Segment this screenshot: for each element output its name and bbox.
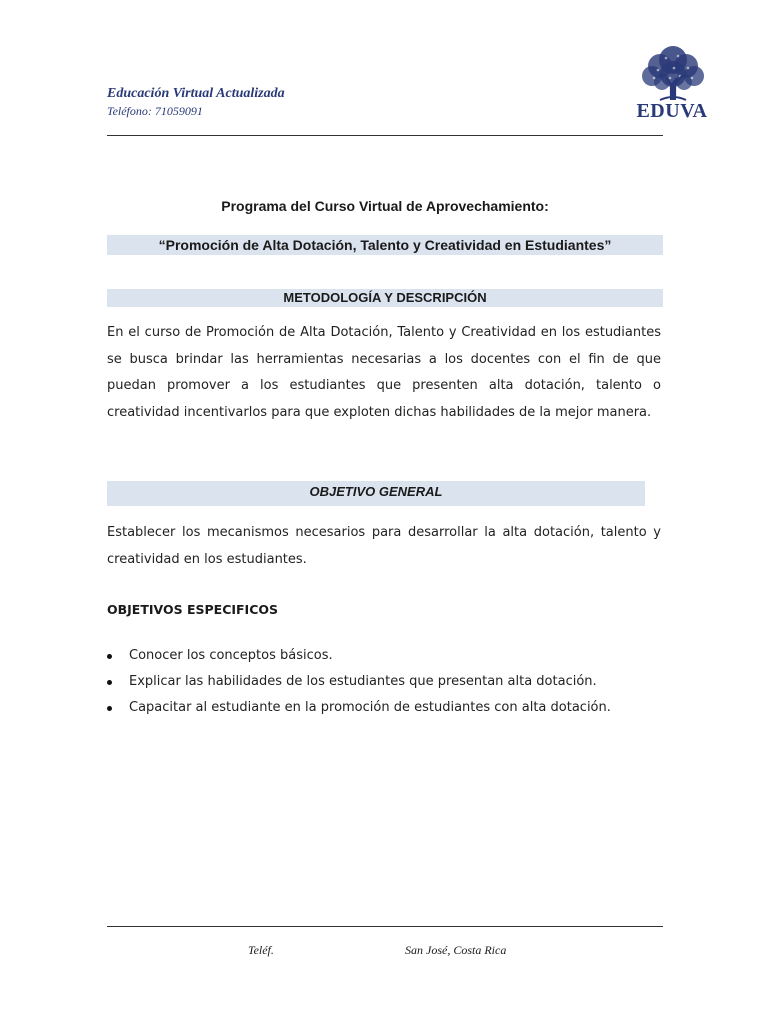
header-divider xyxy=(107,135,663,136)
footer-phone-label: Teléf. xyxy=(248,943,274,957)
methodology-heading: METODOLOGÍA Y DESCRIPCIÓN xyxy=(107,289,663,307)
list-item xyxy=(107,695,663,721)
list-item xyxy=(107,669,663,695)
program-title: Programa del Curso Virtual de Aprovechamiento: xyxy=(221,198,549,214)
bullet-icon xyxy=(107,706,112,711)
footer-location: San José, Costa Rica xyxy=(405,943,507,957)
footer-divider xyxy=(107,926,663,927)
list-item-text: Explicar las habilidades de los estudiantes que presentan alta dotación. xyxy=(129,674,597,689)
specific-objectives-list xyxy=(107,643,663,721)
general-objective-heading: OBJETIVO GENERAL xyxy=(107,481,645,506)
general-objective-text: Establecer los mecanismos necesarios para desarrollar la alta dotación, talento y creatividad en los estudiantes. xyxy=(107,525,661,567)
bullet-icon xyxy=(107,654,112,659)
methodology-text: En el curso de Promoción de Alta Dotación, Talento y Creatividad en los estudiantes se busca brindar las herramientas necesarias a los docentes con el fin de que puedan promover a los estudiantes que presenten alta dotación, talento o creatividad incentivarlos para que exploten dichas habilidades de la mejor manera. xyxy=(107,325,661,420)
course-name-band: “Promoción de Alta Dotación, Talento y Creatividad en Estudiantes” xyxy=(107,235,663,255)
list-item-text: Capacitar al estudiante en la promoción de estudiantes con alta dotación. xyxy=(129,700,611,715)
list-item-text: Conocer los conceptos básicos. xyxy=(129,648,333,663)
list-item xyxy=(107,643,663,669)
specific-objectives-heading: OBJETIVOS ESPECIFICOS xyxy=(107,602,279,617)
header-org-name: Educación Virtual Actualizada xyxy=(107,86,285,101)
bullet-icon xyxy=(107,680,112,685)
header-phone: Teléfono: 71059091 xyxy=(107,104,203,118)
logo-text: EDUVA xyxy=(636,100,708,122)
